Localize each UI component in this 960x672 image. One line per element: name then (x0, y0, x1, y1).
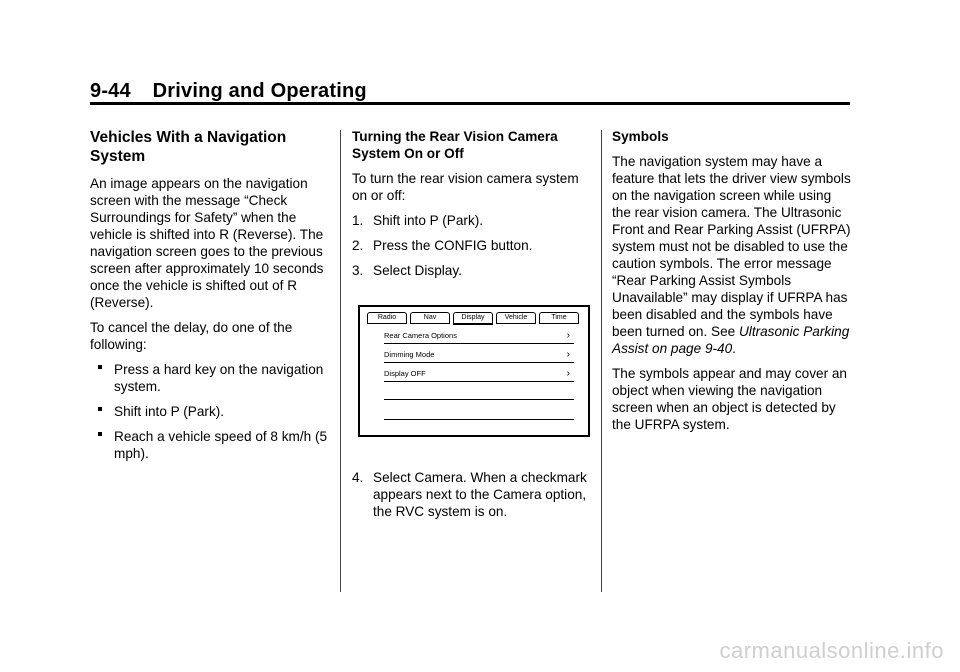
figure-tab-display: Display (453, 312, 493, 325)
figure-row-display-off (384, 367, 574, 382)
step-text: Select Camera. When a checkmark appears next to the Camera option, the RVC system is on. (373, 470, 587, 519)
page-number: 9-44 (90, 80, 131, 102)
paragraph: To turn the rear vision camera system on or off: (352, 171, 579, 203)
figure-tab-nav: Nav (410, 312, 450, 324)
step-text: Press the CONFIG button. (373, 238, 533, 253)
list-item: Press a hard key on the navigation system. (90, 361, 330, 395)
list-item (352, 237, 590, 254)
figure-row-dimming-mode (384, 348, 574, 363)
section-title-navigation: Vehicles With a Navigation System (90, 129, 287, 165)
section-title-symbols: Symbols (612, 129, 669, 144)
step-text: Shift into P (Park). (373, 213, 484, 228)
figure-tab-vehicle: Vehicle (496, 312, 536, 324)
section-title-camera-toggle: Turning the Rear Vision Camera System On or Off (352, 129, 558, 161)
column-1 (90, 128, 330, 470)
step-text: Select Display. (373, 263, 462, 278)
display-menu-illustration (358, 305, 590, 437)
figure-tab-time: Time (539, 312, 579, 324)
list-item: Reach a vehicle speed of 8 km/h (5 mph). (90, 428, 330, 462)
list-item (352, 262, 590, 279)
figure-row-rear-camera-options (384, 329, 574, 344)
watermark: carmanualsonline.info (719, 638, 944, 663)
page-header (90, 80, 367, 103)
figure-tab-bar (367, 312, 579, 325)
chapter-title: Driving and Operating (152, 80, 367, 102)
header-rule (90, 102, 850, 105)
column-3 (612, 128, 852, 441)
figure-blank-row (384, 419, 574, 420)
chevron-right-icon: › (566, 368, 570, 379)
paragraph: The symbols appear and may cover an object when viewing the navigation screen when an object is detected by the UFRPA system. (612, 366, 847, 432)
chevron-right-icon: › (566, 349, 570, 360)
column-divider (601, 130, 602, 592)
figure-row-label: Dimming Mode (384, 350, 435, 359)
paragraph: An image appears on the navigation screen with the message “Check Surroundings for Safety” when the vehicle is shifted into R (Reverse). The navigation screen goes to the previous screen after approximately 10 seconds once the vehicle is shifted out of R (Reverse). (90, 176, 324, 310)
column-2 (352, 128, 590, 528)
figure-blank-row (384, 399, 574, 400)
list-item (352, 469, 590, 520)
step-list (352, 212, 590, 279)
column-divider (340, 130, 341, 592)
step-number: 1. (352, 213, 364, 228)
chevron-right-icon: › (566, 330, 570, 341)
step-number: 4. (352, 470, 364, 485)
figure-row-label: Display OFF (384, 369, 426, 378)
step-number: 3. (352, 263, 364, 278)
cross-reference-link[interactable]: Ultrasonic Parking Assist on page 9-40 (612, 324, 850, 356)
bullet-list (90, 361, 330, 462)
step-list (352, 469, 590, 520)
figure-row-label: Rear Camera Options (384, 331, 457, 340)
paragraph: The navigation system may have a feature that lets the driver view symbols on the navigation screen while using the rear vision camera. The Ultrasonic Front and Rear Parking Assist (UFRPA) system must not be disabled to use the caution symbols. The error message “Rear Parking Assist Symbols Unavailable” may display if UFRPA has been disabled and the symbols have been turned on. See Ultrasonic Parking Assist on page 9-40. (612, 154, 851, 356)
step-number: 2. (352, 238, 364, 253)
paragraph: To cancel the delay, do one of the following: (90, 320, 293, 352)
list-item: Shift into P (Park). (90, 403, 330, 420)
list-item (352, 212, 590, 229)
figure-tab-radio: Radio (367, 312, 407, 324)
